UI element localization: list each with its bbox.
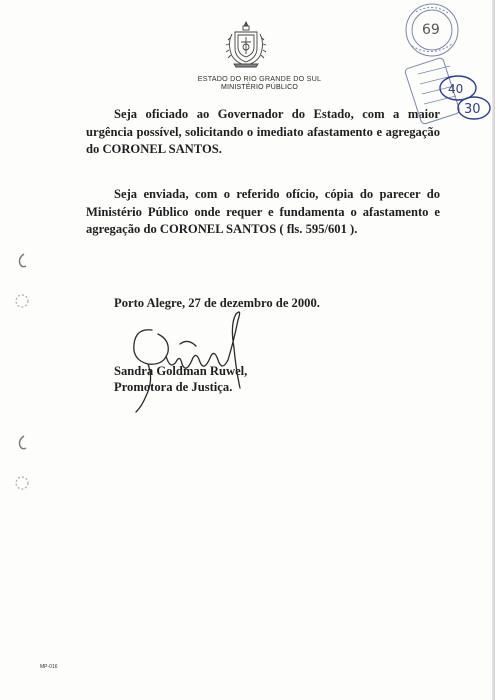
binder-hole-mark <box>14 432 30 454</box>
signer-name: Sandra Goldman Ruwel, <box>114 364 248 378</box>
handwritten-page-number-1: 40 <box>448 82 464 96</box>
binder-hole-mark <box>14 472 30 494</box>
handwritten-signature <box>108 300 258 420</box>
binder-hole-mark <box>14 290 30 312</box>
paragraph-1-text: Seja oficiado ao Governador do Estado, com a maior urgência possível, solicitando o imediato afastamento e agregação do CORONEL SANTOS. <box>86 107 440 156</box>
page-number-stamp: 69 <box>422 22 440 38</box>
coat-of-arms-icon <box>224 20 268 70</box>
date-line: Porto Alegre, 27 de dezembro de 2000. <box>114 296 320 310</box>
handwritten-page-number-2: 30 <box>464 102 481 117</box>
header-ministry: MINISTÉRIO PÚBLICO <box>220 84 299 91</box>
header-state: ESTADO DO RIO GRANDE DO SUL <box>197 74 322 83</box>
paragraph-2 <box>86 186 440 239</box>
signer-role: Promotora de Justiça. <box>114 380 233 394</box>
form-code: MP-016 <box>40 664 58 670</box>
paragraph-2-text: Seja enviada, com o referido ofício, cópia do parecer do Ministério Público onde requer e fundamenta o afastamento e agregação do CORONEL SANTOS ( fls. 595/601 ). <box>86 187 440 236</box>
paragraph-1 <box>86 106 440 159</box>
binder-hole-mark <box>14 250 30 272</box>
registry-stamps <box>398 0 495 140</box>
